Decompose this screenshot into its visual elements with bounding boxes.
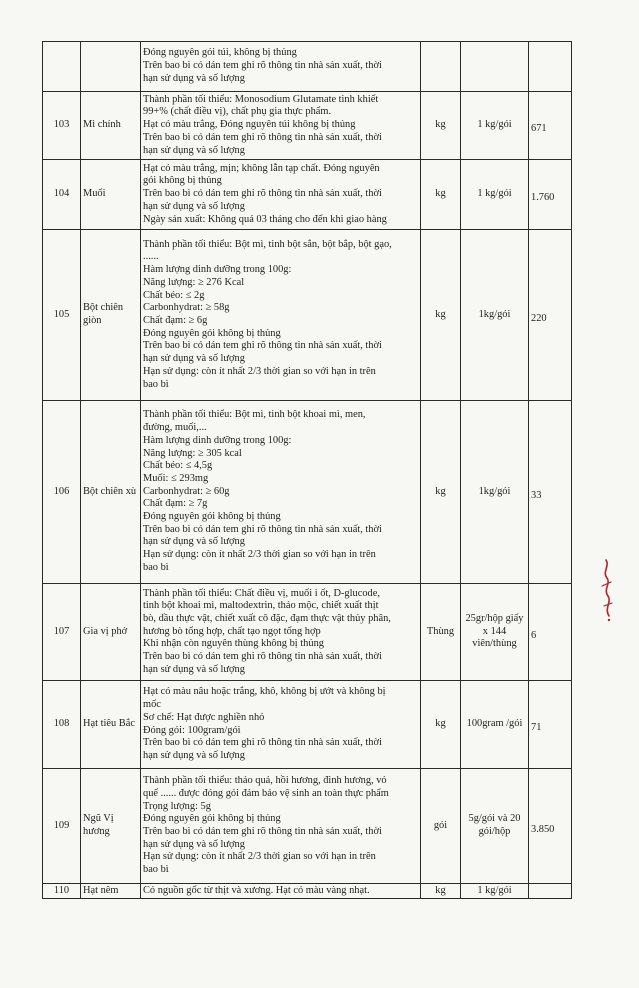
item-name-cell: Bột chiên giòn xyxy=(81,230,141,401)
item-name-cell: Hạt tiêu Bắc xyxy=(81,681,141,769)
description-line: Carbonhydrat: ≥ 58g xyxy=(143,302,230,314)
item-number-cell: 105 xyxy=(43,230,81,401)
unit-cell: kg xyxy=(421,92,461,160)
description-line: hạn sử dụng và số lượng xyxy=(143,749,245,761)
packaging-cell xyxy=(461,42,529,92)
item-name-cell: Ngũ Vị hương xyxy=(81,769,141,884)
quantity-cell xyxy=(529,769,572,884)
unit-cell: kg xyxy=(421,160,461,230)
table-row xyxy=(43,401,572,584)
description-line: Hàm lượng dinh dưỡng trong 100g: xyxy=(143,434,292,446)
description-line: Năng lượng: ≥ 305 kcal xyxy=(143,447,242,459)
quantity-cell xyxy=(529,160,572,230)
description-line: Trên bao bì có dán tem ghi rõ thông tin nhà sản xuất, thời xyxy=(143,651,382,663)
packaging-cell: 5g/gói và 20 gói/hộp xyxy=(461,769,529,884)
description-line: tinh bột khoai mì, maltodextrin, thảo mộc, chiết xuất thịt xyxy=(143,600,379,612)
description-line: Năng lượng: ≥ 276 Kcal xyxy=(143,276,245,288)
quantity-value: 1.760 xyxy=(531,192,555,204)
table-row xyxy=(43,92,572,160)
quantity-value: 33 xyxy=(531,489,542,501)
description-line: Muối: ≤ 293mg xyxy=(143,472,209,484)
quantity-value: 220 xyxy=(531,312,547,324)
description-line: Trên bao bì có dán tem ghi rõ thông tin nhà sản xuất, thời xyxy=(143,340,382,352)
product-spec-table xyxy=(42,41,572,899)
description-line: Đóng nguyên gói không bị thủng xyxy=(143,327,281,339)
description-line: Khi nhận còn nguyên thùng không bị thủng xyxy=(143,638,324,650)
unit-cell: kg xyxy=(421,681,461,769)
item-number-cell: 106 xyxy=(43,401,81,584)
description-line: hạn sử dụng và số lượng xyxy=(143,144,245,156)
item-number-cell xyxy=(43,42,81,92)
description-line: hạn sử dụng và số lượng xyxy=(143,663,245,675)
description-line: Hạn sử dụng: còn ít nhất 2/3 thời gian so với hạn in trên xyxy=(143,365,376,377)
unit-cell: kg xyxy=(421,230,461,401)
packaging-cell: 100gram /gói xyxy=(461,681,529,769)
description-line: gói không bị thủng xyxy=(143,175,222,187)
quantity-value: 671 xyxy=(531,123,547,135)
packaging-cell: 1kg/gói xyxy=(461,401,529,584)
item-number-cell: 110 xyxy=(43,884,81,899)
item-description-cell xyxy=(141,230,421,401)
description-line: 99+% (chất điều vị), chất phụ gia thực phẩm. xyxy=(143,106,332,118)
description-line: Đóng nguyên gói túi, không bị thủng xyxy=(143,47,297,59)
item-description-cell xyxy=(141,681,421,769)
item-description-cell xyxy=(141,584,421,681)
description-line: hạn sử dụng và số lượng xyxy=(143,353,245,365)
table-row xyxy=(43,160,572,230)
description-line: Thành phần tối thiểu: Chất điều vị, muối i ốt, D-glucode, xyxy=(143,587,380,599)
item-number-cell: 103 xyxy=(43,92,81,160)
description-line: Trên bao bì có dán tem ghi rõ thông tin nhà sản xuất, thời xyxy=(143,188,382,200)
quantity-cell xyxy=(529,681,572,769)
table-row xyxy=(43,42,572,92)
quantity-cell xyxy=(529,884,572,899)
unit-cell: kg xyxy=(421,401,461,584)
description-line: hạn sử dụng và số lượng xyxy=(143,536,245,548)
handwritten-signature-mark xyxy=(596,556,618,626)
item-number-cell: 109 xyxy=(43,769,81,884)
packaging-cell: 1 kg/gói xyxy=(461,160,529,230)
description-line: bao bì xyxy=(143,561,169,573)
item-name-cell: Hạt nêm xyxy=(81,884,141,899)
quantity-cell xyxy=(529,401,572,584)
description-line: Thành phần tối thiểu: Monosodium Glutamate tinh khiết xyxy=(143,93,379,105)
description-line: Hạt có màu nâu hoặc trắng, khô, không bị ướt và không bị xyxy=(143,686,386,698)
item-number-cell: 104 xyxy=(43,160,81,230)
description-line: Chất đạm: ≥ 6g xyxy=(143,315,208,326)
item-description-cell xyxy=(141,884,421,899)
item-description-cell xyxy=(141,160,421,230)
description-line: đường, muối,... xyxy=(143,422,207,434)
packaging-cell: 25gr/hộp giấy x 144 viên/thùng xyxy=(461,584,529,681)
item-description-cell xyxy=(141,769,421,884)
description-line: Trên bao bì có dán tem ghi rõ thông tin nhà sản xuất, thời xyxy=(143,131,382,143)
item-name-cell xyxy=(81,42,141,92)
description-line: ...... xyxy=(143,251,159,263)
description-line: Thành phần tối thiểu: thảo quả, hồi hương, đinh hương, vỏ xyxy=(143,775,387,787)
table-row xyxy=(43,769,572,884)
description-line: Thành phần tối thiểu: Bột mì, tinh bột sắn, bột bắp, bột gạo, xyxy=(143,238,392,250)
description-line: bao bì xyxy=(143,378,169,390)
item-name-cell: Mì chính xyxy=(81,92,141,160)
description-line: Carbonhydrat: ≥ 60g xyxy=(143,485,230,497)
item-name-cell: Gia vị phở xyxy=(81,584,141,681)
description-line: bao bì xyxy=(143,864,169,876)
item-number-cell: 108 xyxy=(43,681,81,769)
unit-cell: Thùng xyxy=(421,584,461,681)
description-line: Hạn sử dụng: còn ít nhất 2/3 thời gian so với hạn in trên xyxy=(143,549,376,561)
packaging-cell: 1 kg/gói xyxy=(461,92,529,160)
quantity-cell xyxy=(529,230,572,401)
packaging-cell: 1kg/gói xyxy=(461,230,529,401)
item-description-cell xyxy=(141,92,421,160)
quantity-value: 71 xyxy=(531,722,542,734)
description-line: quế ...... được đóng gói đảm bảo vệ sinh an toàn thực phẩm xyxy=(143,787,389,799)
description-line: Hạt có màu trắng, mịn; không lẫn tạp chất. Đóng nguyên xyxy=(143,162,380,174)
packaging-cell: 1 kg/gói xyxy=(461,884,529,899)
item-description-cell xyxy=(141,401,421,584)
description-line: Sơ chế: Hạt được nghiền nhỏ xyxy=(143,711,265,723)
description-line: hạn sử dụng và số lượng xyxy=(143,72,245,84)
description-line: Trọng lượng: 5g xyxy=(143,800,211,812)
description-line: Đóng gói: 100gram/gói xyxy=(143,724,241,736)
table-row xyxy=(43,584,572,681)
description-line: Hạt có màu trắng, Đóng nguyên túi không bị thủng xyxy=(143,119,356,131)
unit-cell: gói xyxy=(421,769,461,884)
description-line: Trên bao bì có dán tem ghi rõ thông tin nhà sản xuất, thời xyxy=(143,60,382,72)
description-line: hạn sử dụng và số lượng xyxy=(143,200,245,212)
description-line: hương bò tổng hợp, chất tạo ngọt tổng hợp xyxy=(143,625,321,637)
unit-cell: kg xyxy=(421,884,461,899)
description-line: bò, dầu thực vật, chiết xuất cô đặc, đạm thực vật thủy phân, xyxy=(143,612,391,624)
description-line: mốc xyxy=(143,699,161,711)
table-row xyxy=(43,230,572,401)
item-name-cell: Bột chiên xù xyxy=(81,401,141,584)
description-line: Hạn sử dụng: còn ít nhất 2/3 thời gian so với hạn in trên xyxy=(143,851,376,863)
description-line: Chất béo: ≤ 4,5g xyxy=(143,460,213,472)
table-row xyxy=(43,681,572,769)
description-line: Có nguồn gốc từ thịt và xương. Hạt có màu vàng nhạt. xyxy=(143,884,370,896)
unit-cell xyxy=(421,42,461,92)
table-row xyxy=(43,884,572,899)
quantity-cell xyxy=(529,584,572,681)
description-line: Chất đạm: ≥ 7g xyxy=(143,498,208,510)
item-number-cell: 107 xyxy=(43,584,81,681)
item-name-cell: Muối xyxy=(81,160,141,230)
description-line: Hàm lượng dinh dưỡng trong 100g: xyxy=(143,264,292,276)
description-line: Trên bao bì có dán tem ghi rõ thông tin nhà sản xuất, thời xyxy=(143,523,382,535)
description-line: Trên bao bì có dán tem ghi rõ thông tin nhà sản xuất, thời xyxy=(143,737,382,749)
quantity-value: 3.850 xyxy=(531,823,555,835)
quantity-cell xyxy=(529,42,572,92)
description-line: Trên bao bì có dán tem ghi rõ thông tin nhà sản xuất, thời xyxy=(143,826,382,837)
description-line: Thành phần tối thiểu: Bột mì, tinh bột khoai mì, men, xyxy=(143,409,366,421)
description-line: Ngày sản xuất: Không quá 03 tháng cho đến khi giao hàng xyxy=(143,213,387,225)
quantity-cell xyxy=(529,92,572,160)
description-line: hạn sử dụng và số lượng xyxy=(143,838,245,850)
quantity-value: 6 xyxy=(531,629,537,641)
description-line: Chất béo: ≤ 2g xyxy=(143,289,205,301)
description-line: Đóng nguyên gói không bị thủng xyxy=(143,511,281,523)
item-description-cell xyxy=(141,42,421,92)
description-line: Đóng nguyên gói không bị thủng xyxy=(143,813,281,825)
